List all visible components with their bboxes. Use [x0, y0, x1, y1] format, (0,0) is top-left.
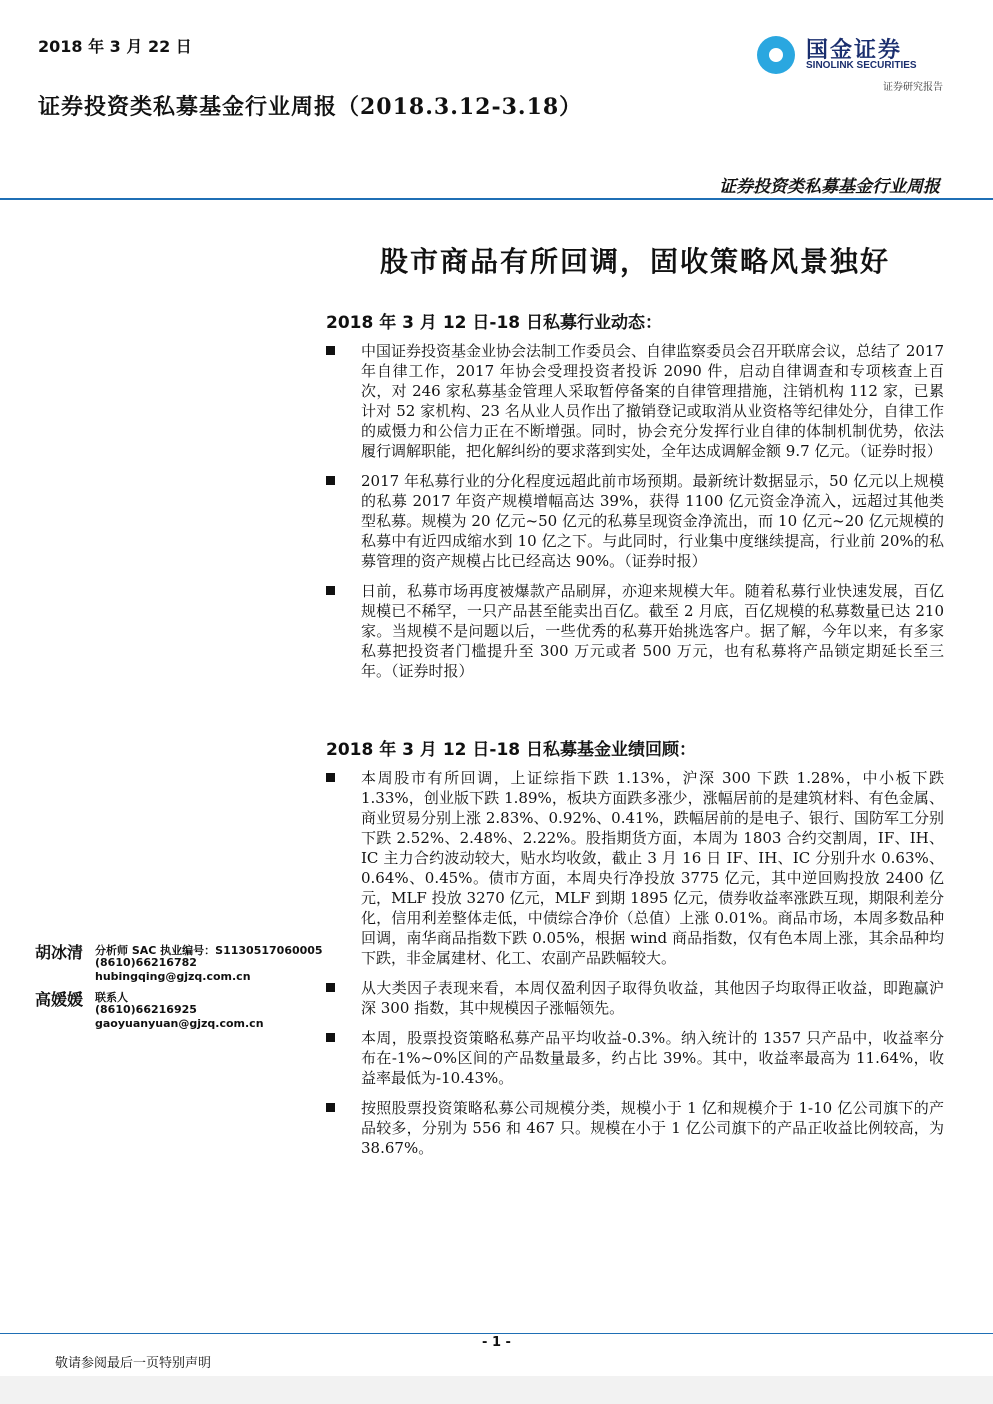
analyst-email-link[interactable]: gaoyuanyuan@gjzq.com.cn: [95, 1017, 264, 1030]
section-performance-review: [326, 735, 944, 1168]
page-bottom-band: [0, 1376, 993, 1404]
bullet-item: [326, 768, 944, 968]
bullet-item: [326, 978, 944, 1018]
square-bullet-icon: [326, 773, 335, 782]
bullet-item: [326, 581, 944, 681]
document-title: 证券投资类私募基金行业周报（2018.3.12-3.18）: [38, 94, 583, 120]
bullet-text: 本周，股票投资策略私募产品平均收益-0.3%。纳入统计的 1357 只产品中，收益率分布在-1%~0%区间的产品数量最多，约占比 39%。其中，收益率最高为 11.64%，收益率最低为-10.43%。: [361, 1029, 944, 1087]
bullet-text: 从大类因子表现来看，本周仅盈利因子取得负收益，其他因子均取得正收益，即跑赢沪深 300 指数，其中规模因子涨幅领先。: [361, 979, 944, 1017]
logo-text-cn: 国金证券: [806, 38, 903, 63]
section-industry-news: [326, 308, 944, 691]
analyst-email-link[interactable]: hubingqing@gjzq.com.cn: [95, 970, 251, 983]
sinolink-logo-icon: [756, 35, 796, 75]
square-bullet-icon: [326, 586, 335, 595]
bullet-item: [326, 1028, 944, 1088]
square-bullet-icon: [326, 983, 335, 992]
analyst-role: 分析师 SAC 执业编号：S1130517060005: [95, 944, 323, 957]
footer-divider: [0, 1333, 993, 1334]
analyst-phone: (8610)66216782: [95, 956, 197, 969]
bullet-item: [326, 341, 944, 461]
section-heading: 2018 年 3 月 12 日-18 日私募基金业绩回顾：: [326, 740, 697, 760]
header-divider: [0, 198, 993, 200]
analyst-name: 高媛媛: [35, 990, 84, 1009]
logo-text-en: SINOLINK SECURITIES: [806, 60, 917, 71]
square-bullet-icon: [326, 476, 335, 485]
square-bullet-icon: [326, 1103, 335, 1112]
bullet-list: [326, 341, 944, 681]
report-date: 2018 年 3 月 22 日: [38, 37, 192, 56]
headline: 股市商品有所回调，固收策略风景独好: [379, 245, 890, 278]
analyst-phone: (8610)66216925: [95, 1003, 197, 1016]
bullet-text: 按照股票投资策略私募公司规模分类，规模小于 1 亿和规模介于 1-10 亿公司旗下的产品较多，分别为 556 和 467 只。规模在小于 1 亿公司旗下的产品正收益比例较高，为 38.67%。: [361, 1099, 944, 1157]
bullet-text: 日前，私募市场再度被爆款产品刷屏，亦迎来规模大年。随着私募行业快速发展，百亿规模已不稀罕，一只产品甚至能卖出百亿。截至 2 月底，百亿规模的私募数量已达 210 家。当规模不是问题以后，一些优秀的私募开始挑选客户。据了解，今年以来，有多家私募把投资者门槛提升至 300 万元或者 500 万元，也有私募将产品锁定期延长至三年。（证券时报）: [361, 582, 944, 680]
page-number: - 1 -: [482, 1335, 511, 1350]
square-bullet-icon: [326, 1033, 335, 1042]
bullet-item: [326, 471, 944, 571]
bullet-list: [326, 768, 944, 1158]
bullet-item: [326, 1098, 944, 1158]
bullet-text: 中国证券投资基金业协会法制工作委员会、自律监察委员会召开联席会议，总结了 2017 年自律工作，2017 年协会受理投资者投诉 2090 件，启动自律调查和专项核查上百次，对 246 家私募基金管理人采取暂停备案的自律管理措施，注销机构 112 家，已累计对 52 家机构、23 名从业人员作出了撤销登记或取消从业资格等纪律处分，自律工作的威慑力和公信力正在不断增强。同时，协会充分发挥行业自律的体制机制优势，依法履行调解职能，把化解纠纷的要求落到实处，全年达成调解金额 9.7 亿元。（证券时报）: [361, 342, 944, 460]
analyst-role: 联系人: [95, 991, 128, 1004]
series-title: 证券投资类私募基金行业周报: [719, 177, 940, 197]
analyst-name: 胡冰清: [35, 943, 84, 962]
report-type-label: 证券研究报告: [883, 82, 943, 93]
bullet-text: 本周股市有所回调，上证综指下跌 1.13%，沪深 300 下跌 1.28%，中小板下跌 1.33%，创业版下跌 1.89%，板块方面跌多涨少，涨幅居前的是建筑材料、有色金属、商业贸易分别上涨 2.83%、0.92%、0.41%，跌幅居前的是电子、银行、国防军工分别下跌 2.52%、2.48%、2.22%。股指期货方面，本周为 1803 合约交割周，IF、IH、IC 主力合约波动较大，贴水均收敛，截止 3 月 16 日 IF、IH、IC 分别升水 0.63%、0.64%、0.45%。债市方面，本周央行净投放 3775 亿元，其中逆回购投放 2400 亿元，MLF 投放 3270 亿元，MLF 到期 1895 亿元，债券收益率涨跌互现，期限利差分化，信用利差整体走低，中债综合净价（总值）上涨 0.01%。商品市场，本周多数品种回调，南华商品指数下跌 0.05%，根据 wind 商品指数，仅有色本周上涨，其余品种均下跌，非金属建材、化工、农副产品跌幅较大。: [361, 769, 944, 967]
bullet-text: 2017 年私募行业的分化程度远超此前市场预期。最新统计数据显示，50 亿元以上规模的私募 2017 年资产规模增幅高达 39%，获得 1100 亿元资金净流入，远超过其他类型私募。规模为 20 亿元~50 亿元的私募呈现资金净流出，而 10 亿元~20 亿元规模的私募中有近四成缩水到 10 亿之下。与此同时，行业集中度继续提高，行业前 20%的私募管理的资产规模占比已经高达 90%。（证券时报）: [361, 472, 944, 570]
square-bullet-icon: [326, 346, 335, 355]
disclaimer-note: 敬请参阅最后一页特别声明: [55, 1356, 212, 1371]
section-heading: 2018 年 3 月 12 日-18 日私募行业动态：: [326, 313, 663, 333]
